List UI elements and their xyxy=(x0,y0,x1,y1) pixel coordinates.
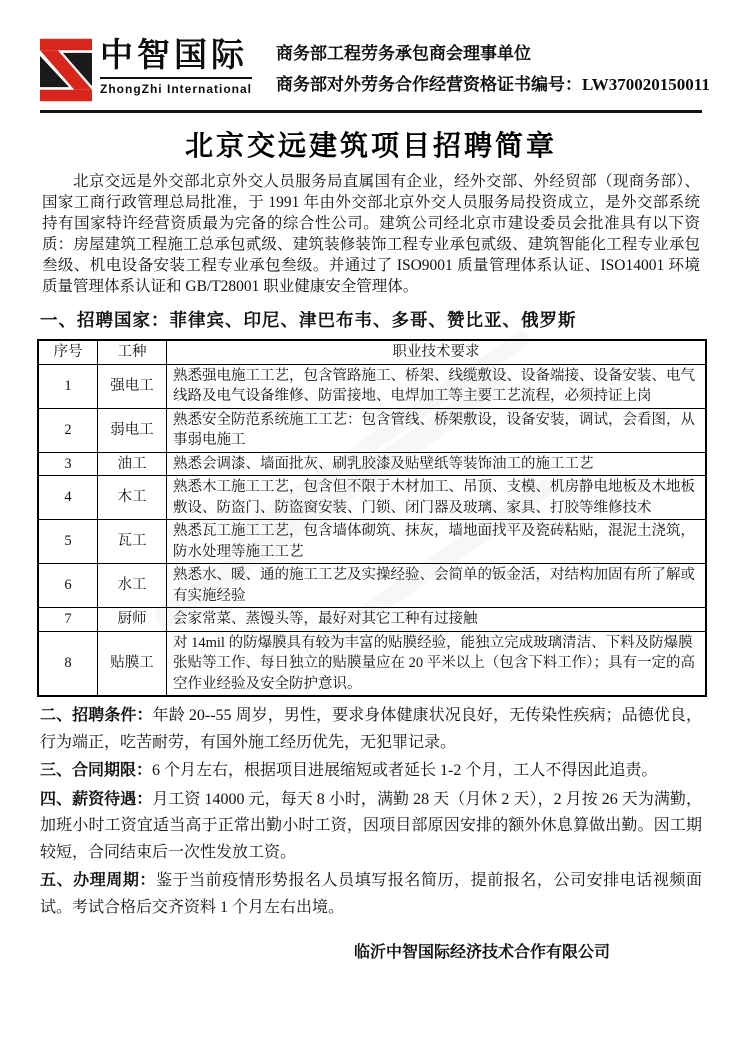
zhongzhi-z-logo-icon xyxy=(40,38,92,102)
section-recruiting-countries xyxy=(40,307,702,332)
table-header-row xyxy=(38,340,706,364)
row-trade: 贴膜工 xyxy=(98,631,167,696)
section-4-label: 四、薪资待遇： xyxy=(40,790,153,808)
row-requirements: 熟悉木工施工工艺，包含但不限于木材加工、吊顶、支模、机房静电地板及木地板敷设、防盗门、防盗窗安装、门锁、闭门器及玻璃、家具、打胶等维修技术 xyxy=(167,476,707,520)
row-index: 3 xyxy=(38,452,98,476)
row-requirements: 对 14mil 的防爆膜具有较为丰富的贴膜经验，能独立完成玻璃清洁、下料及防爆膜张贴等工作、每日独立的贴膜量应在 20 平米以上（包含下料工作）；具有一定的高空作业经验及安全防护意识。 xyxy=(167,631,707,696)
row-index: 1 xyxy=(38,364,98,408)
section-salary xyxy=(40,787,702,867)
credentials-block xyxy=(276,36,710,100)
logo-text-block xyxy=(100,36,252,96)
row-requirements: 会家常菜、蒸馒头等，最好对其它工种有过接触 xyxy=(167,608,707,632)
row-requirements: 熟悉水、暖、通的施工工艺及实操经验、会简单的钣金活，对结构加固有所了解或有实施经验 xyxy=(167,564,707,608)
section-3-text: 6 个月左右，根据项目进展缩短或者延长 1-2 个月，工人不得因此追责。 xyxy=(152,762,658,779)
row-trade: 油工 xyxy=(98,452,167,476)
row-trade: 弱电工 xyxy=(98,408,167,452)
section-3-label: 三、合同期限： xyxy=(40,762,153,779)
table-row xyxy=(38,608,706,632)
row-index: 4 xyxy=(38,476,98,520)
section-4-text: 月工资 14000 元，每天 8 小时，满勤 28 天（月休 2 天），2 月按 26 天为满勤，加班小时工资宜适当高于正常出勤小时工资，因项目部原因安排的额外休息算做出勤。因工期较短，合同结束后一次性发放工资。 xyxy=(40,790,702,861)
intro-paragraph: 北京交远是外交部北京外交人员服务局直属国有企业，经外交部、外经贸部（现商务部）、国家工商行政管理总局批准，于 1991 年由外交部北京外交人员服务局投资成立，是外交部系统持有国家特许经营资质最为完备的综合性公司。建筑公司经北京市建设委员会批准具有以下资质：房屋建筑工程施工总承包贰级、建筑装修装饰工程专业承包贰级、建筑智能化工程专业承包叁级、机电设备安装工程专业承包叁级。并通过了 ISO9001 质量管理体系认证、ISO14001 环境质量管理体系认证和 GB/T28001 职业健康安全管理体。 xyxy=(42,173,700,295)
footer-company-name: 临沂中智国际经济技术合作有限公司 xyxy=(353,944,610,961)
row-index: 6 xyxy=(38,564,98,608)
jobs-table xyxy=(37,339,707,697)
row-requirements: 熟悉会调漆、墙面批灰、刷乳胶漆及贴壁纸等装饰油工的施工工艺 xyxy=(167,452,707,476)
row-requirements: 熟悉瓦工施工工艺，包含墙体砌筑、抹灰，墙地面找平及瓷砖粘贴，混泥土浇筑，防水处理等施工工艺 xyxy=(167,520,707,564)
section-processing-cycle xyxy=(40,868,702,921)
page-title: 北京交远建筑项目招聘简章 xyxy=(184,131,557,162)
company-logo xyxy=(40,36,266,102)
table-row xyxy=(38,564,706,608)
header-divider-rule xyxy=(40,110,702,113)
row-index: 7 xyxy=(38,608,98,632)
row-index: 2 xyxy=(38,408,98,452)
table-row xyxy=(38,408,706,452)
table-row xyxy=(38,364,706,408)
table-row xyxy=(38,452,706,476)
table-row xyxy=(38,631,706,696)
row-index: 5 xyxy=(38,520,98,564)
table-row xyxy=(38,476,706,520)
section-2-label: 二、招聘条件： xyxy=(40,707,153,724)
col-header-requirements: 职业技术要求 xyxy=(167,340,707,364)
credential-line-2: 商务部对外劳务合作经营资格证书编号：LW370020150011 xyxy=(276,75,710,94)
row-trade: 强电工 xyxy=(98,364,167,408)
section-5-label: 五、办理周期： xyxy=(40,872,156,889)
row-trade: 水工 xyxy=(98,564,167,608)
section-2-text: 年龄 20--55 周岁，男性，要求身体健康状况良好，无传染性疾病；品德优良，行为端正，吃苦耐劳，有国外施工经历优先，无犯罪记录。 xyxy=(40,707,702,751)
letterhead xyxy=(40,36,710,102)
table-row xyxy=(38,520,706,564)
col-header-trade: 工种 xyxy=(98,340,167,364)
section-1-label: 一、招聘国家： xyxy=(40,310,170,330)
logo-english-name: ZhongZhi International xyxy=(100,77,252,96)
section-recruiting-conditions xyxy=(40,703,702,756)
row-trade: 厨师 xyxy=(98,608,167,632)
section-1-countries: 菲律宾、印尼、津巴布韦、多哥、赞比亚、俄罗斯 xyxy=(169,310,577,330)
credential-line-1: 商务部工程劳务承包商会理事单位 xyxy=(276,44,531,63)
row-index: 8 xyxy=(38,631,98,696)
row-requirements: 熟悉强电施工工艺，包含管路施工、桥架、线缆敷设、设备端接、设备安装、电气线路及电气设备维修、防雷接地、电焊加工等主要工艺流程，必须持证上岗 xyxy=(167,364,707,408)
section-5-text: 鉴于当前疫情形势报名人员填写报名简历，提前报名，公司安排电话视频面试。考试合格后交齐资料 1 个月左右出境。 xyxy=(40,872,702,916)
section-contract-period xyxy=(40,758,702,785)
col-header-index: 序号 xyxy=(38,340,98,364)
row-requirements: 熟悉安全防范系统施工工艺：包含管线、桥架敷设，设备安装，调试，会看图，从事弱电施工 xyxy=(167,408,707,452)
row-trade: 木工 xyxy=(98,476,167,520)
logo-chinese-name: 中智国际 xyxy=(100,36,248,73)
row-trade: 瓦工 xyxy=(98,520,167,564)
